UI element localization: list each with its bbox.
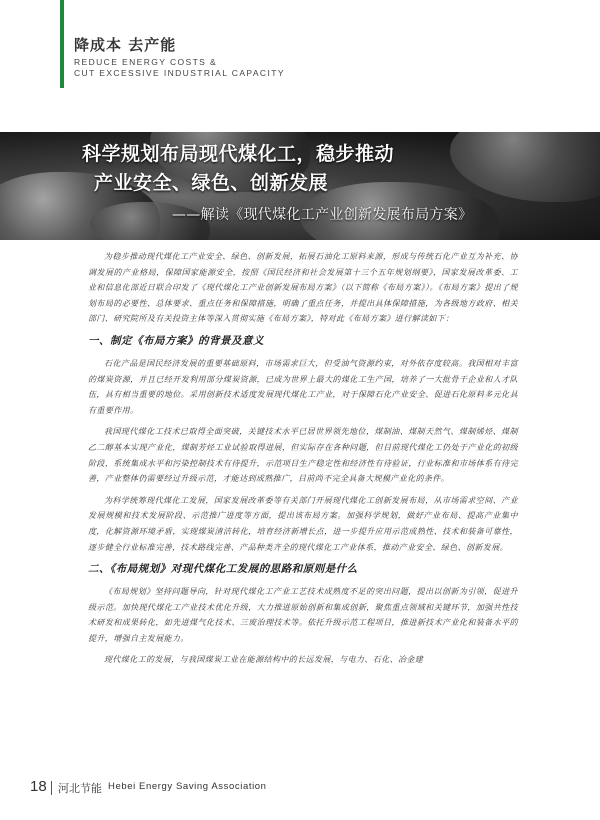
article-title: [82, 140, 394, 198]
page-footer: [0, 776, 600, 798]
section-heading: 二、《布局规划》对现代煤化工发展的思路和原则是什么: [88, 563, 358, 576]
section-subtitle-line: REDUCE ENERGY COSTS &: [74, 57, 218, 67]
body-paragraph: 《布局规划》坚持问题导向，针对现代煤化工产业工艺技术成熟度不足的突出问题，提出以创新为引领，促进升级示范。加快现代煤化工产业技术优化升级，大力推进原始创新和集成创新，聚焦重点领域和关键环节，加强共性技术研发和成果转化，如先进煤气化技术、三废治理技术等。依托升级示范工程项目，推进新技术产业化和装备水平的提升，增强自主发展能力。: [88, 587, 518, 643]
article-subtitle: ——解读《现代煤化工产业创新发展布局方案》: [172, 207, 473, 223]
page-number: 18: [30, 778, 47, 795]
hero-banner: [0, 132, 600, 240]
footer-divider: [51, 781, 52, 795]
section-title: 降成本 去产能: [74, 36, 177, 54]
magazine-name-cn: 河北节能: [58, 782, 102, 795]
section-heading: 一、制定《布局方案》的背景及意义: [88, 334, 264, 347]
body-paragraph: 现代煤化工的发展，与我国煤炭工业在能源结构中的长远发展，与电力、石化、冶金建: [104, 655, 424, 665]
article-title-line: 产业安全、绿色、创新发展: [94, 172, 329, 194]
section-subtitle: [74, 57, 285, 79]
article-body: [88, 249, 518, 674]
body-paragraph: 我国现代煤化工技术已取得全面突破，关键技术水平已居世界领先地位，煤制油、煤制天然气、煤制烯烃、煤制乙二醇基本实现产业化，煤制芳烃工业试验取得进展，但实际存在各种问题，但目前现代煤化工仍处于产业化的初级阶段，系统集成水平和污染控制技术有待提升，示范项目生产稳定性和经济性有待验证，行业标准和市场体系有待完善，产业整体仍需要经过升级示范，才能达到成熟推广，目前尚不完全具备大规模产业化的条件。: [88, 427, 518, 484]
section-accent-bar: [60, 0, 64, 88]
body-paragraph: 为科学统筹现代煤化工发展，国家发展改革委等有关部门开展现代煤化工创新发展布局，从市场需求空间、产业发展规模和技术发展阶段、示范推广进度等方面，提出该布局方案。加强科学规划，做好产业布局、提高产业集中度，化解资源环境矛盾，实现煤炭清洁转化，培育经济新增长点，进一步提升应用示范成熟性、技术和装备可靠性，逐步健全行业标准完善，技术路线完善、产品种类齐全的现代煤化工产业体系，推动产业安全、绿色、创新发展。: [88, 495, 518, 552]
section-subtitle-line: CUT EXCESSIVE INDUSTRIAL CAPACITY: [74, 68, 285, 78]
body-paragraph: 石化产品是国民经济发展的重要基础原料，市场需求巨大，但受油气资源约束，对外依存度较高。我国相对丰富的煤炭资源，并且已经开发利用部分煤炭资源，已成为世界上最大的煤化工生产国，培养了一大批骨干企业和人才队伍，具有相当重要的地位。采用创新技术适度发展现代煤化工产业，对于保障石化产业安全、促进石化原料多元化具有重要作用。: [88, 358, 518, 415]
intro-paragraph: 为稳步推动现代煤化工产业安全、绿色、创新发展，拓展石油化工原料来源，形成与传统石化产业互为补充、协调发展的产业格局，保障国家能源安全，按照《国民经济和社会发展第十三个五年规划纲要》，国家发展改革委、工业和信息化部近日联合印发了《现代煤化工产业创新发展布局方案》（以下简称《布局方案》）。《布局方案》提出了规划布局的必要性、总体要求、重点任务和保障措施，明确了重点任务，并提出具体保障措施，为各级地方政府、相关部门、研究院所及有关投资主体等深入贯彻实施《布局方案》，特对此《布局方案》进行解读如下：: [88, 252, 518, 324]
magazine-name-en: Hebei Energy Saving Association: [108, 781, 267, 792]
coal-texture: [450, 132, 600, 202]
article-title-line: 科学规划布局现代煤化工，稳步推动: [82, 143, 395, 165]
